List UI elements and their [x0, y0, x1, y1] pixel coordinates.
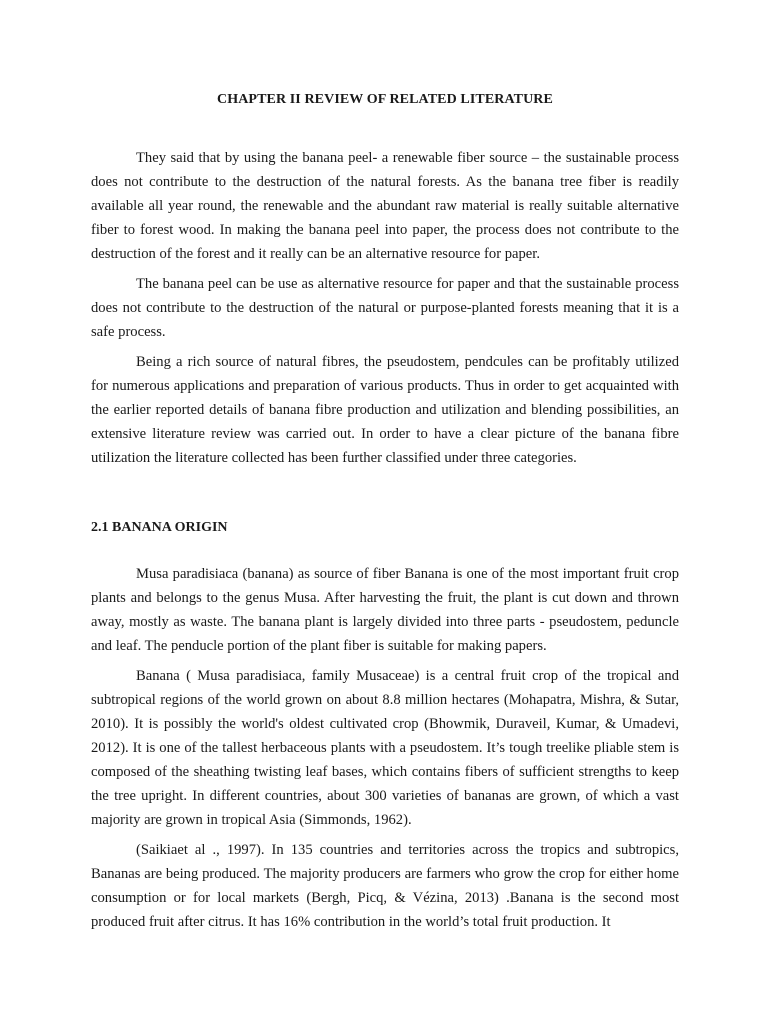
intro-section	[91, 146, 679, 470]
paragraph: Banana ( Musa paradisiaca, family Musaceae) is a central fruit crop of the tropical and subtropical regions of the world grown on about 8.8 million hectares (Mohapatra, Mishra, & Sutar, 2010). It is possibly the world's oldest cultivated crop (Bhowmik, Duraveil, Kumar, & Umadevi, 2012). It is one of the tallest herbaceous plants with a pseudostem. It’s tough treelike pliable stem is composed of the sheathing twisting leaf bases, which contains fibers of sufficient strengths to keep the tree upright. In different countries, about 300 varieties of bananas are grown, of which a vast majority are grown in tropical Asia (Simmonds, 1962).	[91, 668, 679, 828]
paragraph: They said that by using the banana peel- a renewable fiber source – the sustainable process does not contribute to the destruction of the natural forests. As the banana tree fiber is readily available all year round, the renewable and the abundant raw material is really suitable alternative fiber to forest wood. In making the banana peel into paper, the process does not contribute to the destruction of the forest and it really can be an alternative resource for paper.	[91, 150, 679, 262]
chapter-title: CHAPTER II REVIEW OF RELATED LITERATURE	[217, 92, 553, 107]
paragraph: Being a rich source of natural fibres, the pseudostem, pendcules can be profitably utilized for numerous applications and preparation of various products. Thus in order to get acquainted with the earlier reported details of banana fibre production and utilization and blending possibilities, an extensive literature review was carried out. In order to have a clear picture of the banana fibre utilization the literature collected has been further classified under three categories.	[91, 354, 679, 466]
paragraph: (Saikiaet al ., 1997). In 135 countries and territories across the tropics and subtropics, Bananas are being produced. The majority producers are farmers who grow the crop for either home consumption or for local markets (Bergh, Picq, & Vézina, 2013) .Banana is the second most produced fruit after citrus. It has 16% contribution in the world’s total fruit production. It	[91, 842, 679, 930]
paragraph: The banana peel can be use as alternative resource for paper and that the sustainable process does not contribute to the destruction of the natural or purpose-planted forests meaning that it is a safe process.	[91, 276, 679, 340]
banana-origin-section	[91, 562, 679, 934]
paragraph: Musa paradisiaca (banana) as source of fiber Banana is one of the most important fruit crop plants and belongs to the genus Musa. After harvesting the fruit, the plant is cut down and thrown away, mostly as waste. The banana plant is largely divided into three parts - pseudostem, peduncle and leaf. The penducle portion of the plant fiber is suitable for making papers.	[91, 566, 679, 654]
section-heading: 2.1 BANANA ORIGIN	[91, 520, 228, 535]
